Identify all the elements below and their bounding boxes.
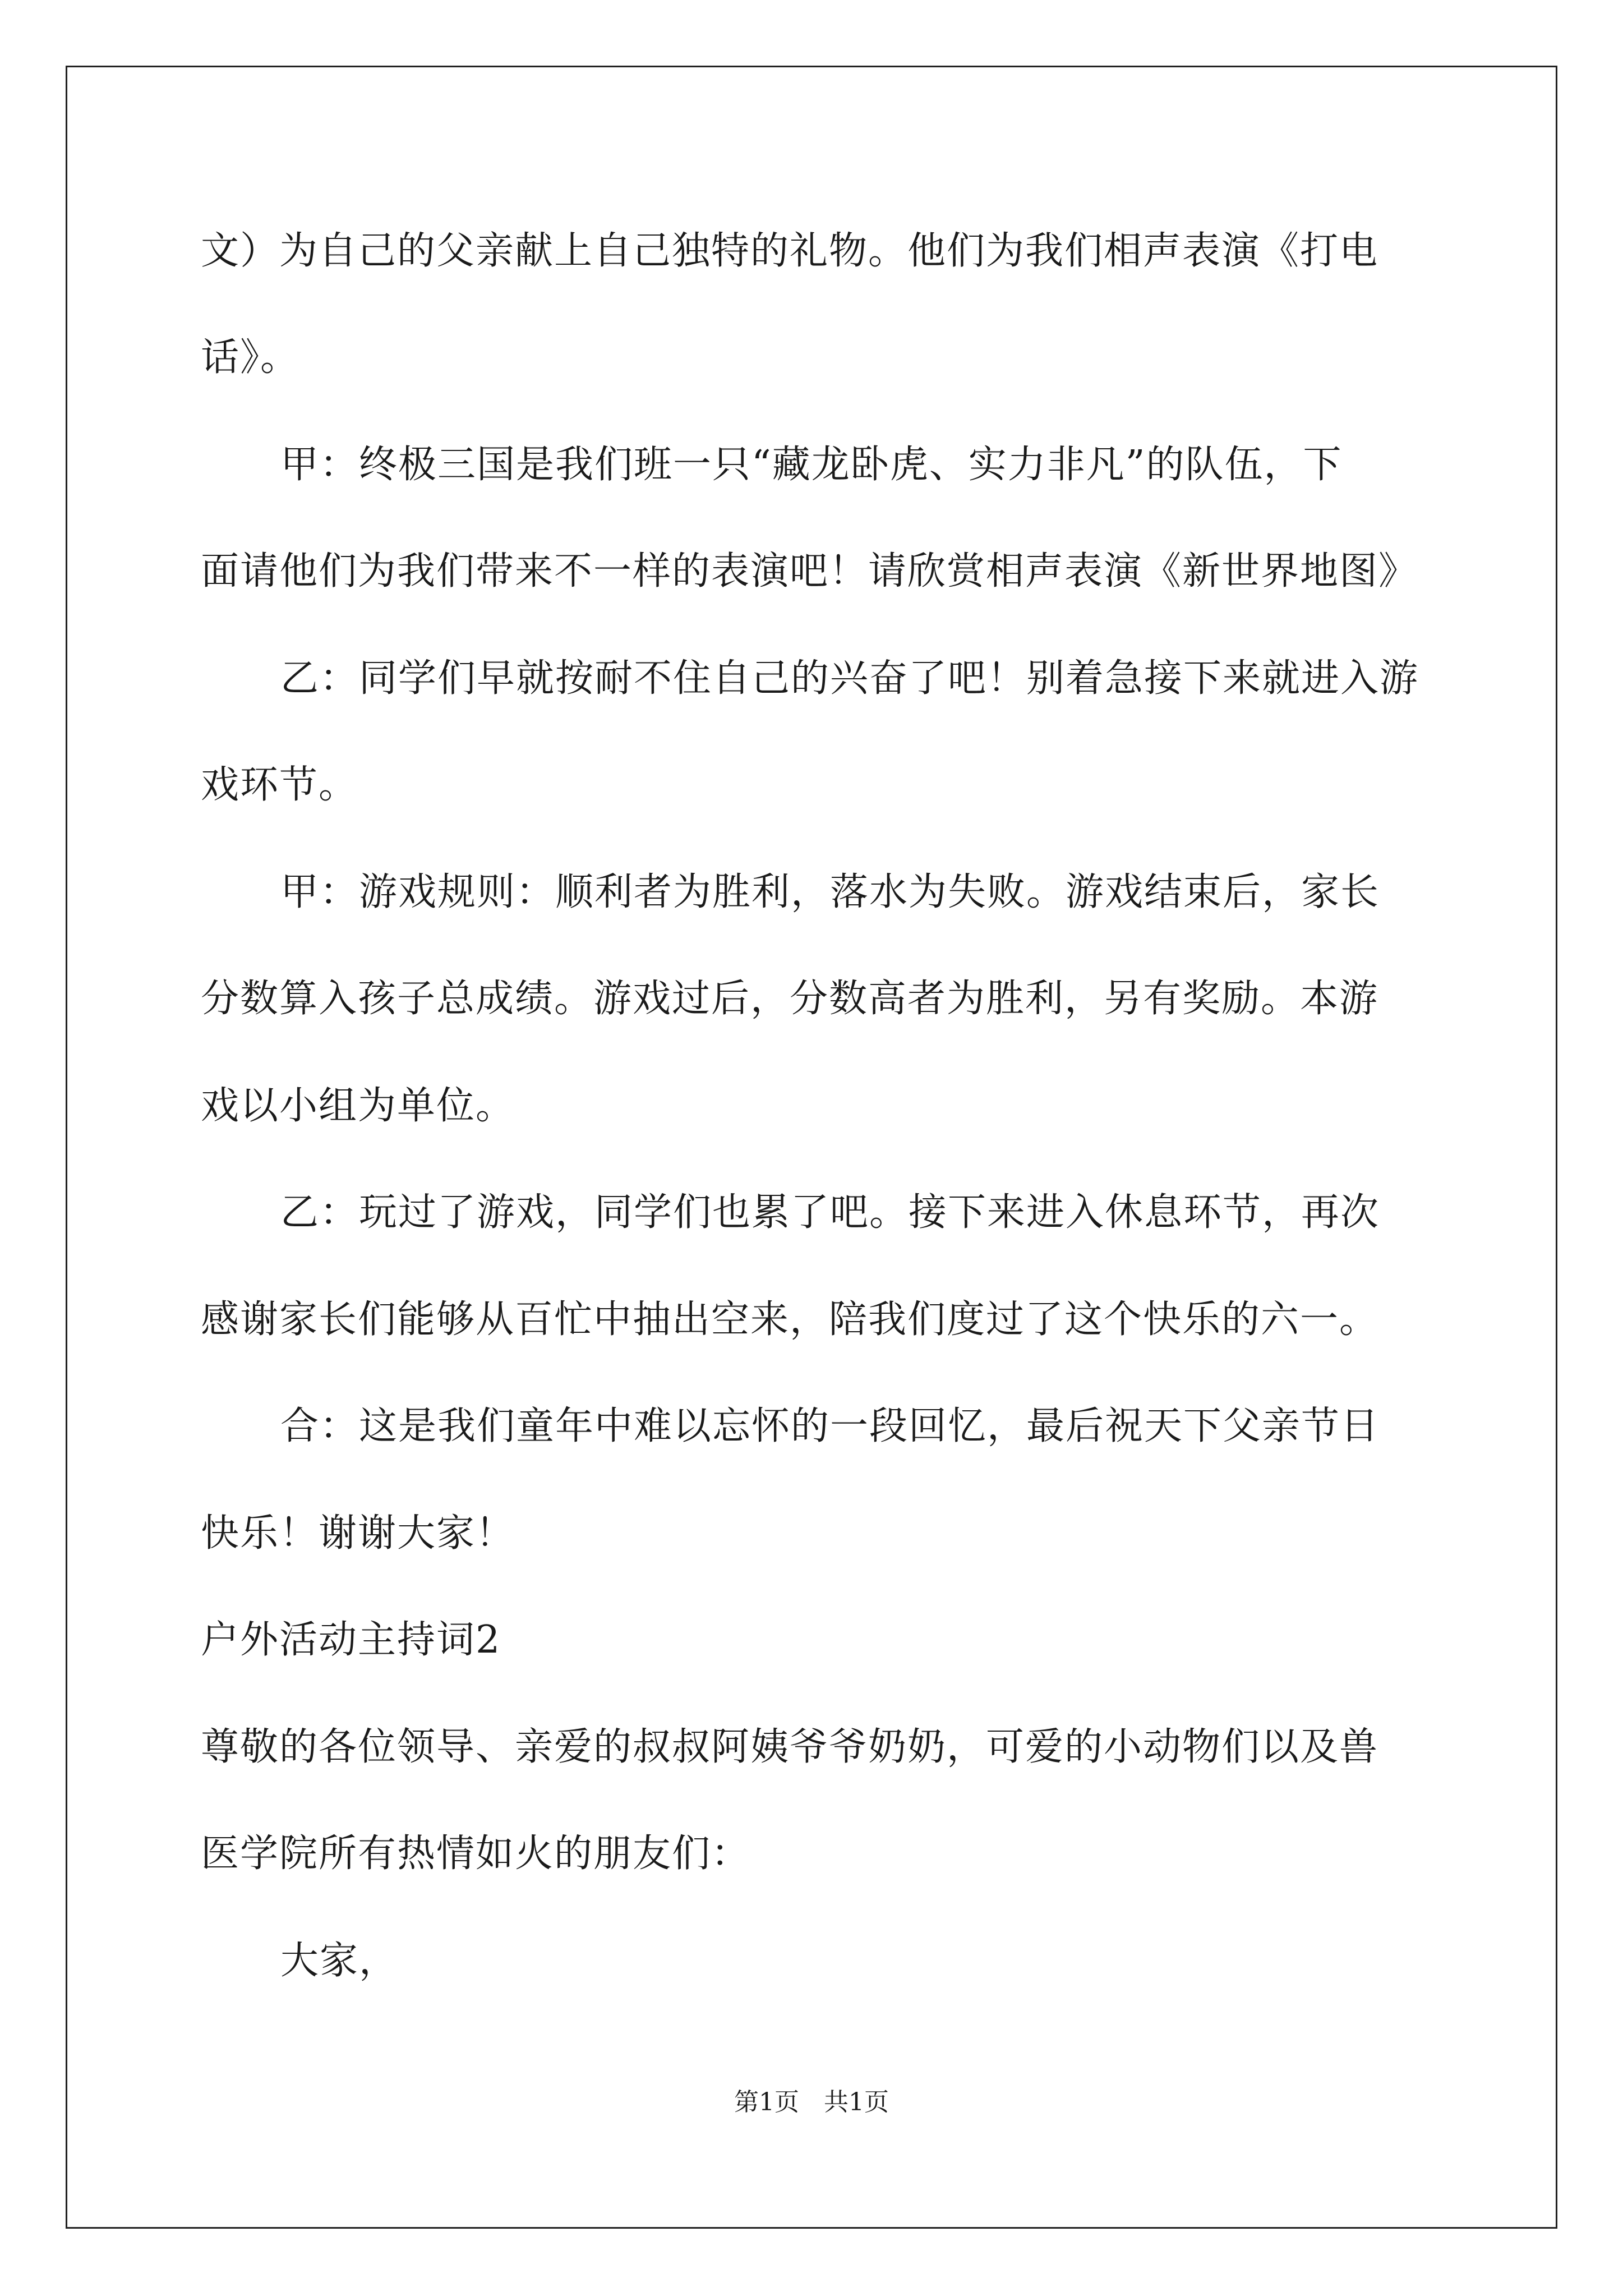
text-line: 尊敬的各位领导、亲爱的叔叔阿姨爷爷奶奶，可爱的小动物们以及兽 — [201, 1725, 1379, 1769]
section-heading: 户外活动主持词2 — [201, 1618, 501, 1662]
text-line: 话》。 — [201, 335, 300, 380]
dialogue-line-yi: 乙：同学们早就按耐不住自己的兴奋了吧！别着急接下来就进入游 — [280, 656, 1419, 701]
text-line: 大家， — [280, 1939, 399, 1983]
dialogue-line-jia: 甲：终极三国是我们班一只“藏龙卧虎、实力非凡”的队伍，下 — [280, 443, 1343, 487]
text-line: 感谢家长们能够从百忙中抽出空来，陪我们度过了这个快乐的六一。 — [201, 1297, 1379, 1342]
text-line: 医学院所有热情如火的朋友们： — [201, 1832, 751, 1876]
text-line: 文）为自己的父亲献上自己独特的礼物。他们为我们相声表演《打电 — [201, 229, 1379, 273]
page-border — [66, 66, 1557, 2229]
text-line: 快乐！谢谢大家！ — [201, 1511, 515, 1556]
text-line: 面请他们为我们带来不一样的表演吧！请欣赏相声表演《新世界地图》 — [201, 549, 1418, 593]
text-line: 分数算入孩子总成绩。游戏过后，分数高者为胜利，另有奖励。本游 — [201, 977, 1379, 1021]
page-number: 第1页 共1页 — [734, 2088, 889, 2116]
text-line: 戏以小组为单位。 — [201, 1084, 515, 1128]
text-line: 戏环节。 — [201, 763, 358, 807]
dialogue-line-yi: 乙：玩过了游戏，同学们也累了吧。接下来进入休息环节，再次 — [280, 1190, 1380, 1235]
dialogue-line-he: 合：这是我们童年中难以忘怀的一段回忆，最后祝天下父亲节日 — [280, 1404, 1380, 1448]
dialogue-line-jia: 甲：游戏规则：顺利者为胜利，落水为失败。游戏结束后，家长 — [280, 870, 1380, 914]
